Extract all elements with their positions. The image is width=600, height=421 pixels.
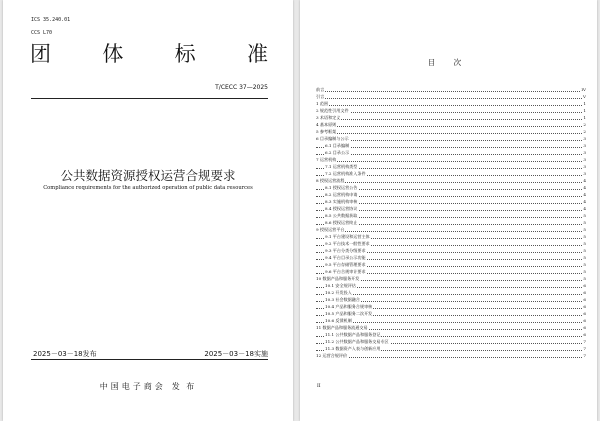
toc-entry-page: 5 — [583, 276, 586, 281]
toc-entry-label: 4 基本原则 — [316, 122, 337, 127]
issuer-suffix: 发 布 — [171, 382, 197, 391]
toc-entry-label: 6.1 目录编制 — [325, 143, 350, 148]
toc-entry-page: IV — [581, 87, 586, 92]
toc-entry-page: 4 — [583, 185, 586, 190]
toc-entry-page: 5 — [583, 248, 586, 253]
top-divider — [31, 98, 268, 99]
toc-entry[interactable] — [316, 198, 586, 205]
toc-entry-page: 5 — [583, 234, 586, 239]
toc-entry-label: 引言 — [316, 94, 325, 99]
toc-entry-label: 1 范围 — [316, 101, 329, 106]
toc-entry-page: 1 — [583, 108, 586, 113]
toc-entry[interactable] — [316, 331, 586, 338]
toc-entry-page: 5 — [583, 220, 586, 225]
toc-entry-label: 7.1 运营机构类型 — [325, 164, 358, 169]
toc-entry[interactable] — [316, 247, 586, 254]
issuer-name: 中国电子商会 — [99, 382, 166, 391]
toc-entry[interactable] — [316, 135, 586, 142]
toc-entry-label: 6 目录编制与公示 — [316, 136, 349, 141]
toc-entry[interactable] — [316, 114, 586, 121]
toc-leader — [316, 119, 586, 120]
toc-entry[interactable] — [316, 142, 586, 149]
toc-leader — [316, 98, 586, 99]
toc-entry[interactable] — [316, 240, 586, 247]
toc-entry-label: 7 运营机构 — [316, 157, 337, 162]
toc-entry-label: 前言 — [316, 87, 325, 92]
toc-entry-label: 8.4 授权运营协议 — [325, 206, 358, 211]
toc-entry-page: 3 — [583, 136, 586, 141]
toc-entry-label: 10.1 安全规评估 — [325, 283, 356, 288]
toc-entry[interactable] — [316, 352, 586, 359]
toc-entry-page: 6 — [583, 304, 586, 309]
toc-entry-label: 2 规范性引用文件 — [316, 108, 349, 113]
toc-entry-page: 5 — [583, 213, 586, 218]
toc-entry-page: 3 — [583, 143, 586, 148]
toc-entry-label: 11.2 公共数据产品和服务交易专区 — [325, 339, 389, 344]
toc-leader — [316, 154, 586, 155]
toc-entry-label: 10.2 开发投入 — [325, 290, 352, 295]
toc-entry[interactable] — [316, 275, 586, 282]
toc-entry-label: 7.2 运营机构准入条件 — [325, 171, 366, 176]
toc-entry[interactable] — [316, 324, 586, 331]
toc-entry[interactable] — [316, 261, 586, 268]
toc-entry-page: 7 — [583, 353, 586, 358]
toc-entry[interactable] — [316, 310, 586, 317]
toc-leader — [316, 91, 586, 92]
toc-entry-page: 1 — [583, 115, 586, 120]
toc-leader — [316, 294, 586, 295]
toc-entry-page: 2 — [583, 122, 586, 127]
cover-page — [3, 0, 293, 421]
toc-leader — [316, 231, 586, 232]
standard-type-char: 体 — [102, 42, 124, 66]
toc-entry-label: 11 数据产品和服务流通交易 — [316, 325, 368, 330]
toc-entry-label: 9.2 平台技术一般性要求 — [325, 241, 370, 246]
toc-title: 目 次 — [427, 58, 470, 67]
toc-entry-label: 9.1 平台建设和运营主体 — [325, 234, 370, 239]
toc-entry-page: 2 — [583, 129, 586, 134]
toc-entry-label: 8.6 授权运营终止 — [325, 220, 358, 225]
toc-leader — [316, 147, 586, 148]
toc-entry-page: 6 — [583, 290, 586, 295]
bottom-divider — [31, 359, 268, 360]
toc-entry-page: 7 — [583, 346, 586, 351]
toc-entry-page: 4 — [583, 199, 586, 204]
toc-entry-label: 3 术语和定义 — [316, 115, 341, 120]
toc-entry-page: 4 — [583, 206, 586, 211]
toc-leader — [316, 182, 586, 183]
toc-entry-page: 5 — [583, 269, 586, 274]
standard-type-char: 标 — [174, 42, 196, 66]
toc-page — [300, 0, 597, 421]
standard-type-char: 团 — [30, 42, 51, 66]
toc-entry[interactable] — [316, 233, 586, 240]
toc-entry[interactable] — [316, 338, 586, 345]
issuer — [3, 381, 293, 392]
toc-entry[interactable] — [316, 107, 586, 114]
toc-entry[interactable] — [316, 317, 586, 324]
standard-type-title — [30, 38, 268, 68]
toc-entry-page: 3 — [583, 171, 586, 176]
toc-entry[interactable] — [316, 268, 586, 275]
toc-entry-label: 12 运营合规评价 — [316, 353, 348, 358]
toc-entry-page: 3 — [583, 164, 586, 169]
toc-entry-label: 10.3 社会数据融合 — [325, 297, 360, 302]
toc-entry[interactable] — [316, 163, 586, 170]
toc-entry[interactable] — [316, 121, 586, 128]
toc-entry-page: 6 — [583, 297, 586, 302]
toc-leader — [316, 126, 586, 127]
toc-entry[interactable] — [316, 128, 586, 135]
document-title-en: Compliance requirements for the authorized operation of public data resources — [43, 185, 253, 191]
toc-entry[interactable] — [316, 219, 586, 226]
toc-entry-label: 11.3 数据资产入表与创新应用 — [325, 346, 381, 351]
implement-date: 2025－03－18实施 — [204, 350, 268, 358]
toc-entry[interactable] — [316, 149, 586, 156]
toc-entry[interactable] — [316, 212, 586, 219]
toc-entry-label: 9.4 平台目录公示功能 — [325, 255, 366, 260]
toc-entry-page: 6 — [583, 325, 586, 330]
toc-entry[interactable] — [316, 170, 586, 177]
toc-entry-label: 9.6 平台合规审计要求 — [325, 269, 366, 274]
toc-entry[interactable] — [316, 191, 586, 198]
toc-entry[interactable] — [316, 184, 586, 191]
toc-entry[interactable] — [316, 177, 586, 184]
toc-entry-label: 8 授权运营流程 — [316, 178, 345, 183]
toc-entry-label: 10.6 反馈机制 — [325, 318, 352, 323]
toc-entry-label: 8.1 授权运营公告 — [325, 185, 358, 190]
toc-entry-page: 6 — [583, 311, 586, 316]
toc-entry-page: 7 — [583, 339, 586, 344]
toc-entry-label: 8.5 公共数据获取 — [325, 213, 358, 218]
toc-entry-page: 5 — [583, 241, 586, 246]
toc-entry[interactable] — [316, 282, 586, 289]
toc-entry-page: 6 — [583, 283, 586, 288]
toc-entry-page: 6 — [583, 332, 586, 337]
toc-entry-label: 9 授权运营平台 — [316, 227, 345, 232]
toc-entry[interactable] — [316, 93, 586, 100]
document-title: 公共数据资源授权运营合规要求 — [60, 168, 236, 183]
toc-entry-label: 10.4 产品和服务合规审核 — [325, 304, 373, 309]
toc-entry-page: 5 — [583, 255, 586, 260]
toc-leader — [316, 133, 586, 134]
toc-entry-page: 3 — [583, 157, 586, 162]
toc-entry-page: V — [583, 94, 586, 99]
toc-entry-label: 11.1 公共数据产品和服务登记 — [325, 332, 381, 337]
toc-leader — [316, 140, 586, 141]
toc-leader — [316, 112, 586, 113]
toc-entry-page: 4 — [583, 178, 586, 183]
toc-entry-page: 5 — [583, 262, 586, 267]
ccs-code: CCS L70 — [31, 30, 53, 36]
toc-entry[interactable] — [316, 289, 586, 296]
toc-list — [316, 86, 586, 359]
toc-entry-label: 10.5 产品和服务二次开发 — [325, 311, 373, 316]
toc-entry-label: 10 数据产品和服务开发 — [316, 276, 360, 281]
toc-entry-label: 8.3 实施机构审核 — [325, 199, 358, 204]
toc-entry-label: 9.3 平台分类分级要求 — [325, 248, 366, 253]
toc-entry-label: 8.2 运营机构申请 — [325, 192, 358, 197]
toc-entry[interactable] — [316, 86, 586, 93]
toc-entry-page: 5 — [583, 227, 586, 232]
ics-code: ICS 35.240.01 — [31, 17, 71, 23]
toc-entry-label: 5 参考框架 — [316, 129, 337, 134]
toc-entry-page: 1 — [583, 101, 586, 106]
toc-entry-page: 3 — [583, 150, 586, 155]
toc-entry[interactable] — [316, 100, 586, 107]
toc-entry-page: 4 — [583, 192, 586, 197]
toc-entry[interactable] — [316, 296, 586, 303]
toc-leader — [316, 105, 586, 106]
toc-leader — [316, 322, 586, 323]
toc-entry-label: 9.5 平台存储管理要求 — [325, 262, 366, 267]
page-number: II — [317, 384, 321, 389]
toc-entry[interactable] — [316, 156, 586, 163]
toc-entry-label: 6.2 目录公示 — [325, 150, 350, 155]
toc-entry-page: 6 — [583, 318, 586, 323]
toc-entry[interactable] — [316, 205, 586, 212]
toc-entry[interactable] — [316, 303, 586, 310]
toc-entry[interactable] — [316, 345, 586, 352]
standard-type-char: 准 — [246, 42, 268, 66]
toc-leader — [316, 161, 586, 162]
toc-leader — [316, 357, 586, 358]
standard-number: T/CECC 37—2025 — [215, 84, 268, 91]
publish-date: 2025－03－18发布 — [33, 350, 97, 358]
toc-entry[interactable] — [316, 226, 586, 233]
toc-entry[interactable] — [316, 254, 586, 261]
